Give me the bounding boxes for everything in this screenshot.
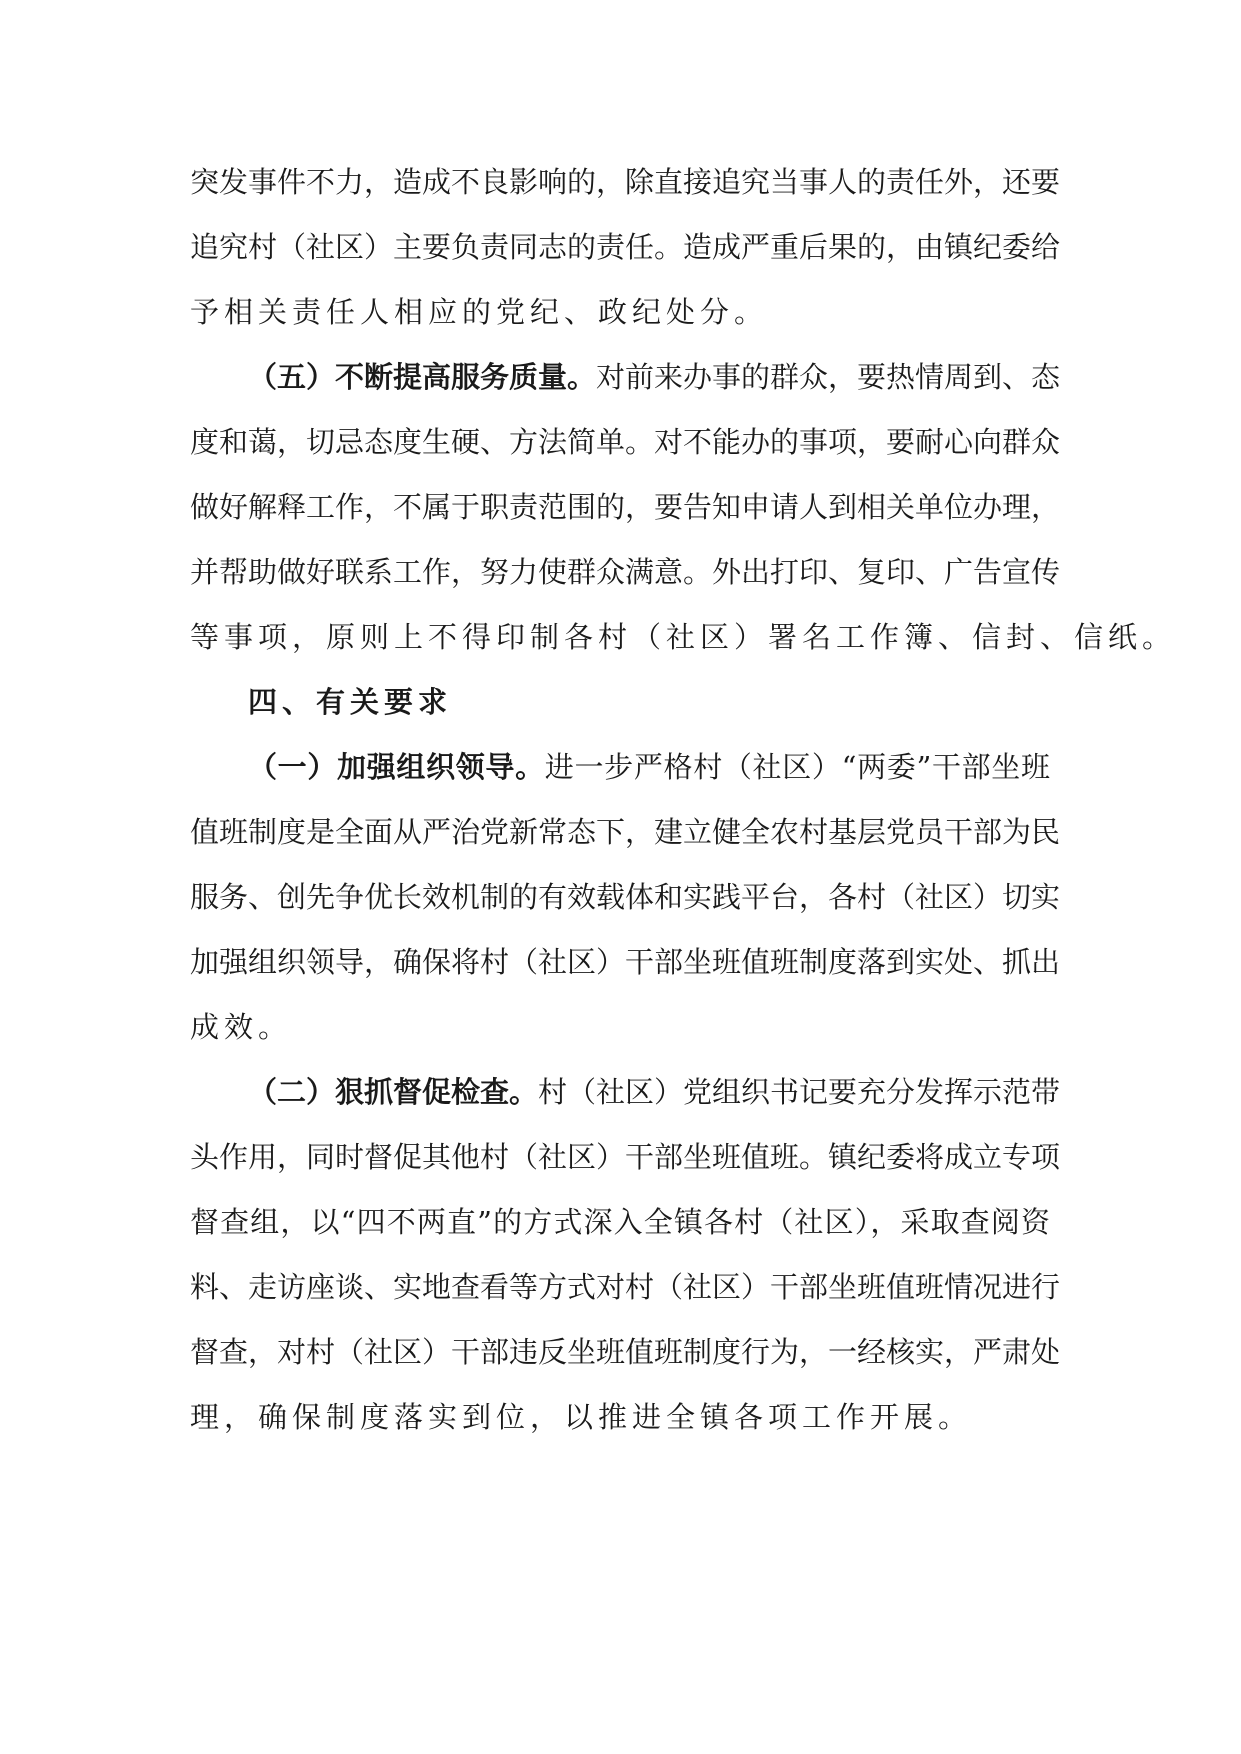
text-segment: 做好解释工作，不属于职责范围的，要告知申请人到相关单位办理， — [190, 490, 1061, 524]
text-segment: 服务、创先争优长效机制的有效载体和实践平台，各村（社区）切实 — [190, 880, 1061, 914]
text-segment: 值班制度是全面从严治党新常态下，建立健全农村基层党员干部为民 — [190, 815, 1061, 849]
paragraph-first-line — [190, 1060, 1061, 1125]
text-segment: 成效。 — [190, 1010, 293, 1044]
text-segment: 督查，对村（社区）干部违反坐班值班制度行为，一经核实，严肃处 — [190, 1335, 1061, 1369]
text-segment: 料、走访座谈、实地查看等方式对村（社区）干部坐班值班情况进行 — [190, 1270, 1061, 1304]
paragraph-first-line — [190, 735, 1050, 800]
text-line — [190, 865, 1061, 930]
text-segment: 加强组织领导，确保将村（社区）干部坐班值班制度落到实处、抓出 — [190, 945, 1061, 979]
section-title: 四、有关要求 — [248, 685, 453, 719]
document-body — [190, 150, 1177, 1450]
paragraph-heading: （二）狠抓督促检查。 — [248, 1075, 539, 1109]
text-segment: 突发事件不力，造成不良影响的，除直接追究当事人的责任外，还要 — [190, 165, 1061, 199]
paragraph-heading: （五）不断提高服务质量。 — [248, 360, 597, 394]
text-line — [190, 1255, 1061, 1320]
text-line — [190, 475, 1061, 540]
paragraph-first-line-text — [248, 735, 1050, 800]
text-line — [190, 1190, 1050, 1255]
paragraph-first-line-text — [248, 1060, 1061, 1125]
text-line — [190, 540, 1061, 605]
text-line — [190, 280, 1050, 345]
text-segment: 等事项，原则上不得印制各村（社区）署名工作簿、信封、信纸。 — [190, 620, 1177, 654]
text-segment: 理，确保制度落实到位，以推进全镇各项工作开展。 — [190, 1400, 973, 1434]
text-segment: 度和蔼，切忌态度生硬、方法简单。对不能办的事项，要耐心向群众 — [190, 425, 1061, 459]
text-segment: 追究村（社区）主要负责同志的责任。造成严重后果的，由镇纪委给 — [190, 230, 1061, 264]
text-line — [190, 930, 1061, 995]
text-segment: 对前来办事的群众，要热情周到、态 — [596, 360, 1061, 394]
text-line — [190, 215, 1061, 280]
text-line — [190, 800, 1061, 865]
text-line — [190, 1125, 1061, 1190]
text-segment: 村（社区）党组织书记要充分发挥示范带 — [538, 1075, 1061, 1109]
text-line — [190, 995, 1050, 1060]
text-segment: 予相关责任人相应的党纪、政纪处分。 — [190, 295, 769, 329]
text-line — [190, 605, 1177, 670]
text-line — [190, 1385, 1050, 1450]
section-title-line — [190, 670, 1050, 735]
paragraph-heading: （一）加强组织领导。 — [248, 750, 545, 784]
text-line — [190, 1320, 1061, 1385]
text-line — [190, 410, 1061, 475]
paragraph-first-line-text — [248, 345, 1061, 410]
text-segment: 并帮助做好联系工作，努力使群众满意。外出打印、复印、广告宣传 — [190, 555, 1061, 589]
text-segment: 进一步严格村（社区）“两委”干部坐班 — [544, 750, 1050, 784]
text-segment: 督查组，以“四不两直”的方式深入全镇各村（社区），采取查阅资 — [190, 1205, 1050, 1239]
text-segment: 头作用，同时督促其他村（社区）干部坐班值班。镇纪委将成立专项 — [190, 1140, 1061, 1174]
paragraph-first-line — [190, 345, 1061, 410]
text-line — [190, 150, 1061, 215]
